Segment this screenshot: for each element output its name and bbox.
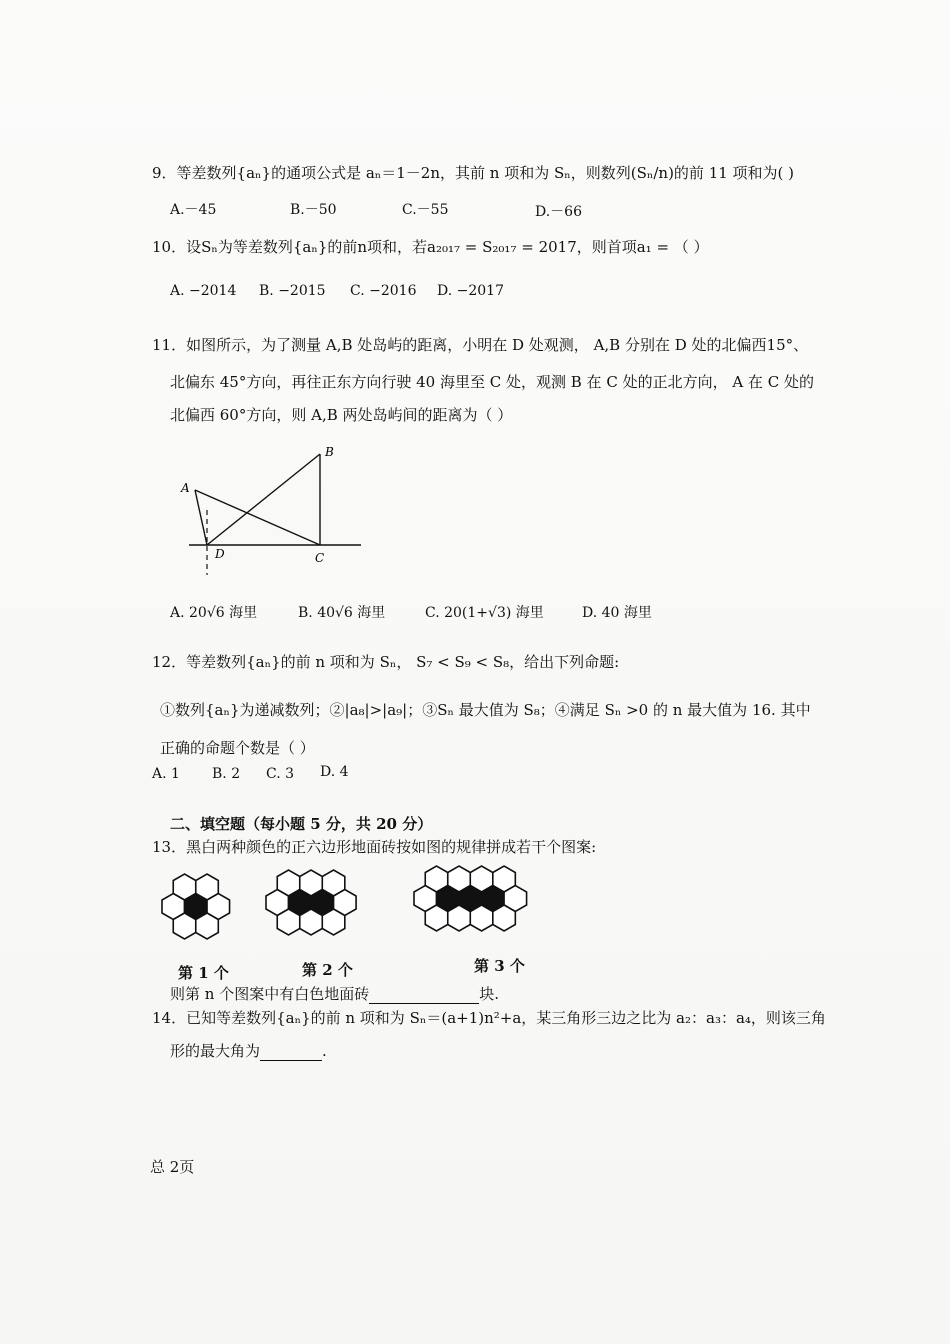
white-hex-tile <box>196 913 219 939</box>
q12-line-3: 正确的命题个数是（ ） <box>160 739 315 757</box>
q12-option-d: D. 4 <box>320 764 349 780</box>
white-hex-tile <box>300 909 323 935</box>
q14-line-2-prefix: 形的最大角为 <box>170 1042 261 1060</box>
q13-answer-line <box>170 984 499 1004</box>
q13-tile-figures <box>150 862 590 954</box>
white-hex-tile <box>322 909 345 935</box>
q12-line-1: 12．等差数列{aₙ}的前 n 项和为 Sₙ， S₇ < S₉ < S₈，给出下列命题: <box>152 653 620 671</box>
q12-option-b: B. 2 <box>212 766 241 782</box>
white-hex-tile <box>448 905 471 931</box>
q13-caption-1: 第 1 个 <box>178 964 229 982</box>
white-hex-tile <box>425 905 448 931</box>
q13-answer-blank[interactable] <box>369 987 479 1004</box>
white-hex-tile <box>173 913 196 939</box>
q9-option-c: C.－55 <box>402 202 449 218</box>
q14-answer-blank[interactable] <box>260 1044 322 1061</box>
q11-option-a: A. 20√6 海里 <box>170 605 258 621</box>
q11-option-c: C. 20(1+√3) 海里 <box>425 605 544 621</box>
q13-answer-suffix: 块. <box>479 985 499 1003</box>
q10-option-a: A. −2014 <box>170 283 237 299</box>
q12-line-2: ①数列{aₙ}为递减数列；②|a₈|>|a₉|；③Sₙ 最大值为 S₈；④满足 Sₙ >0 的 n 最大值为 16. 其中 <box>160 701 811 719</box>
q11-line-1: 11．如图所示，为了测量 A,B 处岛屿的距离，小明在 D 处观测， A,B 分别在 D 处的北偏西15°、 <box>152 336 809 354</box>
q10-stem: 10．设Sₙ为等差数列{aₙ}的前n项和，若a₂₀₁₇ = S₂₀₁₇ = 2017，则首项a₁ = （ ） <box>152 238 709 256</box>
q9-option-d: D.－66 <box>535 204 582 220</box>
q14-line-2-suffix: . <box>322 1042 327 1060</box>
q11-option-d: D. 40 海里 <box>582 605 652 621</box>
white-hex-tile <box>493 905 516 931</box>
q12-option-a: A. 1 <box>152 766 180 782</box>
q13-answer-prefix: 则第 n 个图案中有白色地面砖 <box>170 985 370 1003</box>
q11-seg-ac <box>195 490 320 545</box>
q13-caption-2: 第 2 个 <box>302 961 353 979</box>
q13-stem: 13．黑白两种颜色的正六边形地面砖按如图的规律拼成若干个图案: <box>152 838 597 856</box>
white-hex-tile <box>470 905 493 931</box>
q9-option-a: A.－45 <box>170 202 217 218</box>
q10-option-b: B. −2015 <box>259 283 326 299</box>
q11-seg-db <box>207 454 320 545</box>
q12-option-c: C. 3 <box>266 766 295 782</box>
q14-line-2 <box>170 1041 327 1061</box>
q9-stem: 9．等差数列{aₙ}的通项公式是 aₙ＝1－2n，其前 n 项和为 Sₙ，则数列(Sₙ/n)的前 11 项和为( ) <box>152 164 795 182</box>
q11-figure <box>175 440 375 580</box>
q13-caption-3: 第 3 个 <box>474 957 525 975</box>
q11-seg-ad <box>195 490 207 545</box>
q10-option-c: C. −2016 <box>350 283 417 299</box>
page-footer: 总 2页 <box>150 1158 195 1176</box>
tile-pattern-3 <box>414 866 527 931</box>
q11-label-d: D <box>215 547 225 561</box>
q11-label-a: A <box>181 481 190 495</box>
tile-pattern-1 <box>162 874 230 939</box>
tile-pattern-2 <box>266 870 356 935</box>
q9-option-b: B.－50 <box>290 202 337 218</box>
q11-line-2: 北偏东 45°方向，再往正东方向行驶 40 海里至 C 处，观测 B 在 C 处的正北方向， A 在 C 处的 <box>170 373 814 391</box>
q11-option-b: B. 40√6 海里 <box>298 605 386 621</box>
q10-option-d: D. −2017 <box>437 283 504 299</box>
white-hex-tile <box>277 909 300 935</box>
q11-label-c: C <box>315 551 325 565</box>
q14-line-1: 14．已知等差数列{aₙ}的前 n 项和为 Sₙ＝(a+1)n²+a，某三角形三边之比为 a₂：a₃：a₄，则该三角 <box>152 1009 826 1027</box>
q11-label-b: B <box>325 445 334 459</box>
section-2-title: 二、填空题（每小题 5 分，共 20 分） <box>170 815 433 833</box>
q11-line-3: 北偏西 60°方向，则 A,B 两处岛屿间的距离为（ ） <box>170 406 513 424</box>
